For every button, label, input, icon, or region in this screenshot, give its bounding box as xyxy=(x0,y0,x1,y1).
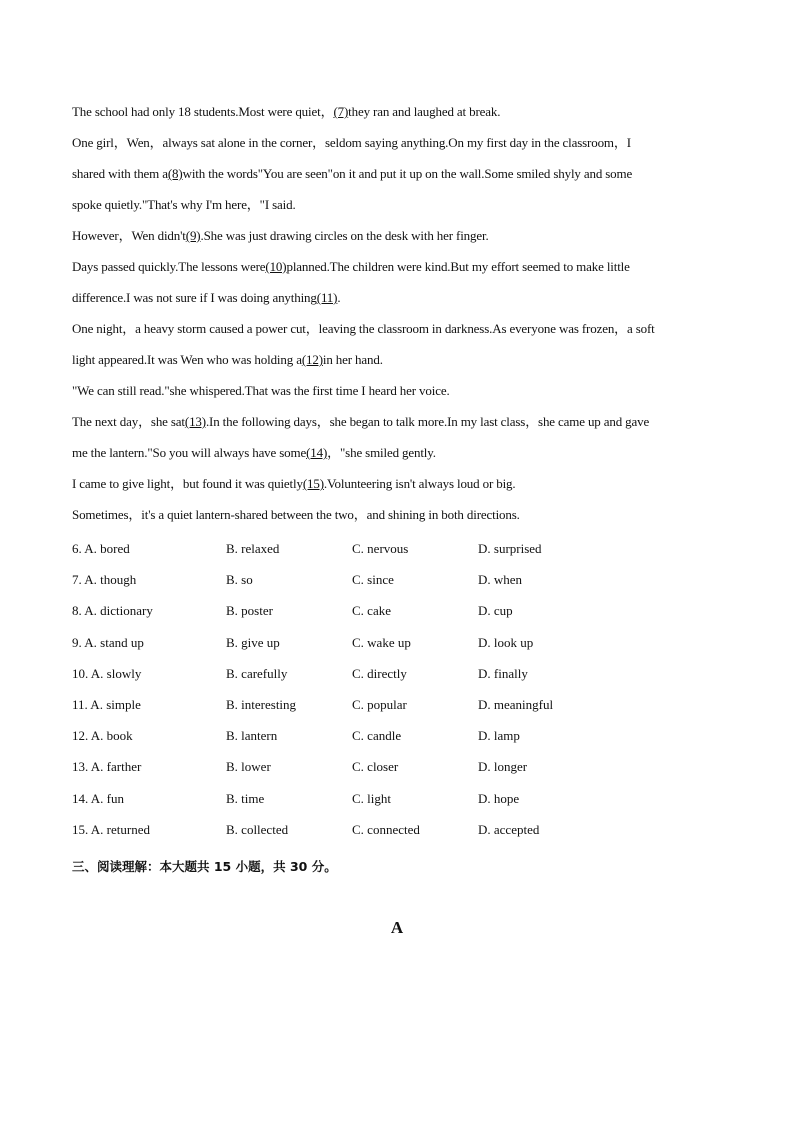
question-12-options xyxy=(72,726,732,757)
passage-line: The school had only 18 students.Most were quiet，(7)they ran and laughed at break. xyxy=(72,104,501,119)
passage-line: spoke quietly."That's why I'm here，"I said. xyxy=(72,197,296,212)
option-d: D. look up xyxy=(478,634,534,650)
passage-line: However，Wen didn't(9).She was just drawing circles on the desk with her finger. xyxy=(72,228,489,243)
passage-line: Sometimes，it's a quiet lantern-shared between the two，and shining in both directions. xyxy=(72,507,520,522)
option-d: D. accepted xyxy=(478,821,540,837)
option-b: B. interesting xyxy=(226,696,297,712)
question-15-options xyxy=(72,820,732,851)
option-b: B. poster xyxy=(226,603,273,619)
option-c: C. light xyxy=(352,790,392,806)
passage-line: The next day，she sat(13).In the following days，she began to talk more.In my last class，she came up and gave xyxy=(72,414,650,429)
option-d: D. meaningful xyxy=(478,696,554,712)
passage-line: Days passed quickly.The lessons were(10)planned.The children were kind.But my effort seemed to make little xyxy=(72,259,630,274)
option-b: B. lantern xyxy=(226,728,278,744)
option-a: 15. A. returned xyxy=(72,821,150,837)
option-b: B. collected xyxy=(226,821,289,837)
cloze-passage xyxy=(72,102,722,536)
option-c: C. nervous xyxy=(352,541,409,556)
passage-line: I came to give light，but found it was quietly(15).Volunteering isn't always loud or big. xyxy=(72,476,516,491)
option-d: D. finally xyxy=(478,665,528,681)
section-heading: 三、阅读理解：本大题共 15 小题，共 30 分。 xyxy=(72,859,337,874)
option-b: B. lower xyxy=(226,759,271,775)
option-d: D. hope xyxy=(478,790,520,806)
option-a: 7. A. though xyxy=(72,572,137,588)
option-c: C. closer xyxy=(352,759,399,775)
question-11-options xyxy=(72,695,732,726)
option-d: D. when xyxy=(478,572,523,588)
option-a: 8. A. dictionary xyxy=(72,603,153,619)
blank-13: (13) xyxy=(184,414,206,429)
blank-9: (9) xyxy=(185,228,201,243)
question-9-options xyxy=(72,633,732,664)
question-8-options xyxy=(72,601,732,632)
passage-subheading: A xyxy=(390,918,404,937)
option-b: B. carefully xyxy=(226,665,288,681)
question-6-options xyxy=(72,539,732,570)
option-a: 6. A. bored xyxy=(72,541,130,556)
option-a: 9. A. stand up xyxy=(72,634,144,650)
option-c: C. wake up xyxy=(352,634,411,650)
answer-options xyxy=(72,539,732,851)
question-7-options xyxy=(72,570,732,601)
blank-10: (10) xyxy=(265,259,287,274)
passage-line: One girl，Wen，always sat alone in the corner，seldom saying anything.On my first day in the classroom，I xyxy=(72,135,631,150)
blank-8: (8) xyxy=(167,166,183,181)
option-b: B. so xyxy=(226,572,253,588)
option-a: 12. A. book xyxy=(72,728,133,744)
option-b: B. relaxed xyxy=(226,541,280,556)
option-a: 13. A. farther xyxy=(72,759,142,775)
blank-12: (12) xyxy=(301,352,323,367)
passage-line: "We can still read."she whispered.That was the first time I heard her voice. xyxy=(72,383,450,398)
passage-line: One night，a heavy storm caused a power cut，leaving the classroom in darkness.As everyone was frozen，a soft xyxy=(72,321,655,336)
option-c: C. candle xyxy=(352,728,402,744)
blank-11: (11) xyxy=(316,290,338,305)
question-10-options xyxy=(72,664,732,695)
option-d: D. longer xyxy=(478,759,528,775)
option-c: C. popular xyxy=(352,696,407,712)
option-d: D. cup xyxy=(478,603,513,619)
option-c: C. cake xyxy=(352,603,391,619)
option-c: C. directly xyxy=(352,665,407,681)
blank-14: (14) xyxy=(306,445,328,460)
option-d: D. surprised xyxy=(478,541,542,556)
option-d: D. lamp xyxy=(478,728,520,744)
blank-15: (15) xyxy=(302,476,324,491)
passage-line: light appeared.It was Wen who was holding a(12)in her hand. xyxy=(72,352,383,367)
blank-7: (7) xyxy=(333,104,349,119)
option-c: C. connected xyxy=(352,821,420,837)
option-b: B. give up xyxy=(226,634,280,650)
option-c: C. since xyxy=(352,572,394,588)
passage-line: shared with them a(8)with the words"You are seen"on it and put it up on the wall.Some smiled shyly and some xyxy=(72,166,633,181)
question-13-options xyxy=(72,757,732,788)
question-14-options xyxy=(72,789,732,820)
option-a: 10. A. slowly xyxy=(72,665,142,681)
option-a: 11. A. simple xyxy=(72,696,141,712)
passage-line: me the lantern."So you will always have some(14)，"she smiled gently. xyxy=(72,445,436,460)
option-a: 14. A. fun xyxy=(72,790,124,806)
passage-line: difference.I was not sure if I was doing anything(11). xyxy=(72,290,341,305)
option-b: B. time xyxy=(226,790,265,806)
